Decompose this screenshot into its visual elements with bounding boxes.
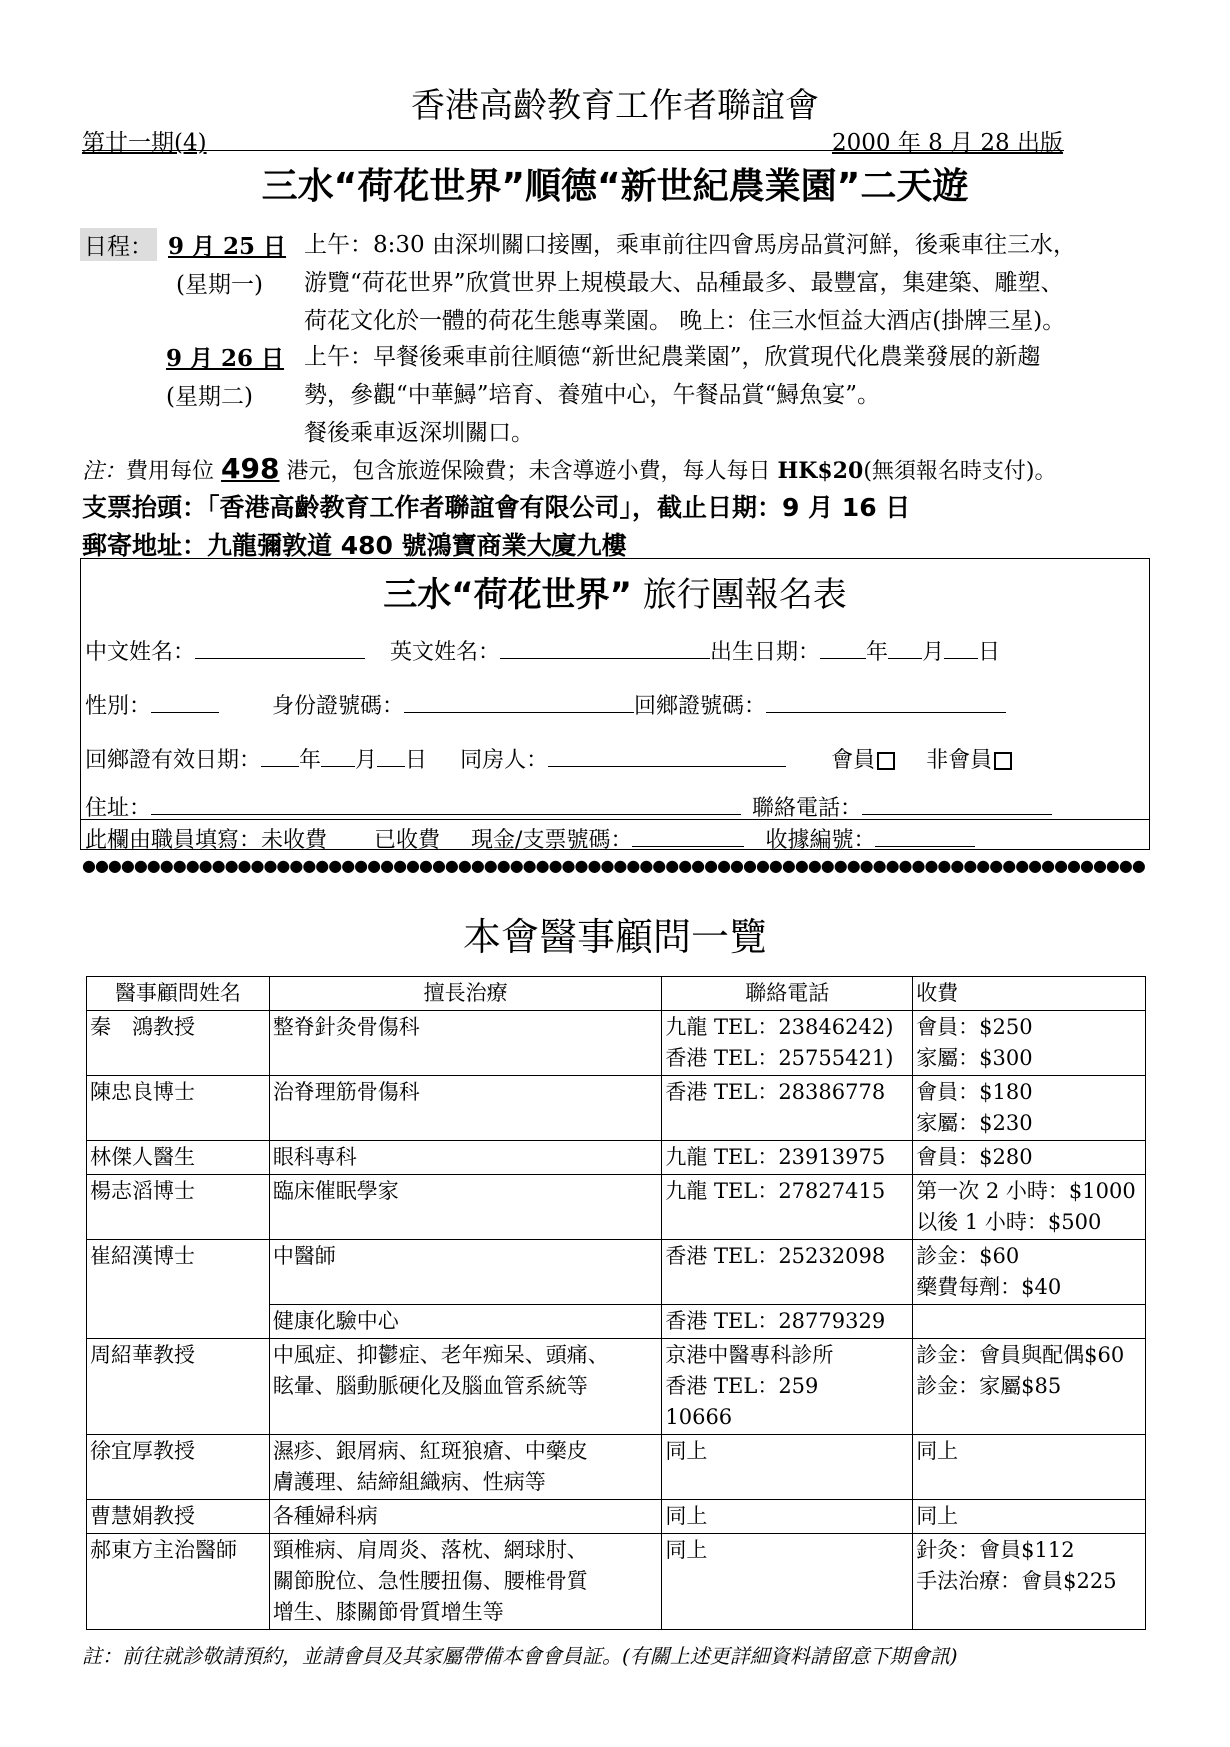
- dob-label: 出生日期：: [710, 640, 821, 665]
- advisor-fee: 會員：$250 家屬：$300: [913, 1011, 1146, 1076]
- mailing-address: 郵寄地址：九龍彌敦道 480 號鴻寶商業大廈九樓: [82, 531, 627, 560]
- advisor-fee: [913, 1305, 1146, 1339]
- table-row: [87, 1534, 1146, 1630]
- advisor-fee: 針灸：會員$112 手法治療：會員$225: [913, 1534, 1146, 1630]
- advisor-phone: 京港中醫專科診所 香港 TEL：259 10666: [662, 1339, 913, 1435]
- advisor-fee: 診金：會員與配偶$60 診金：家屬$85: [913, 1339, 1146, 1435]
- form-row-expiry: [85, 743, 1012, 774]
- advisor-name: 曹慧娟教授: [87, 1500, 270, 1534]
- advisor-phone: 同上: [662, 1534, 913, 1630]
- advisor-name: 秦 鴻教授: [87, 1011, 270, 1076]
- day2-line: 勢，參觀“中華鱘”培育、養殖中心，午餐品賞“鱘魚宴”。: [304, 382, 881, 408]
- advisor-fee: 第一次 2 小時：$1000 以後 1 小時：$500: [913, 1175, 1146, 1240]
- table-row: [87, 1339, 1146, 1435]
- phone-label: 聯絡電話：: [752, 796, 863, 821]
- advisor-phone: 九龍 TEL：23846242) 香港 TEL：25755421): [662, 1011, 913, 1076]
- form-row-ids: [85, 689, 1006, 720]
- home-return-number-field[interactable]: [766, 692, 1006, 713]
- expiry-label: 回鄉證有效日期：: [85, 748, 262, 773]
- chinese-name-label: 中文姓名：: [85, 640, 196, 665]
- gender-field[interactable]: [151, 692, 219, 713]
- trip-fee: 498: [221, 452, 280, 485]
- staff-unpaid-label: 此欄由職員填寫：未收費: [85, 828, 328, 853]
- cash-cheque-label: 現金/支票號碼：: [471, 828, 633, 853]
- day-label: 日: [978, 640, 1001, 665]
- advisor-name: 崔紹漢博士: [87, 1240, 270, 1339]
- advisor-name: 陳忠良博士: [87, 1076, 270, 1141]
- dob-month-field[interactable]: [888, 638, 922, 659]
- advisor-phone: 同上: [662, 1500, 913, 1534]
- non-member-label: 非會員: [926, 748, 993, 773]
- day2-date: 9 月 26 日: [166, 345, 285, 372]
- day2-itinerary: [304, 338, 1164, 452]
- dot-divider: ●●●●●●●●●●●●●●●●●●●●●●●●●●●●●●●●●●●●●●●●●●●●●●●●●●●●●●●●●●●●●●●●●●●●●●●●●●●●●●●●●●: [82, 856, 1145, 875]
- advisor-name: 郝東方主治醫師: [87, 1534, 270, 1630]
- form-row-address: [85, 791, 1052, 822]
- header-divider: [82, 150, 1064, 151]
- advisor-name: 林傑人醫生: [87, 1141, 270, 1175]
- form-row-staff: [85, 823, 975, 854]
- non-member-checkbox[interactable]: [994, 752, 1012, 770]
- table-row: [87, 1141, 1146, 1175]
- member-label: 會員: [831, 748, 876, 773]
- advisors-table: [86, 976, 1146, 1630]
- paid-label: 已收費: [374, 828, 441, 853]
- directory-title: 本會醫事顧問一覽: [462, 915, 767, 959]
- phone-field[interactable]: [862, 794, 1052, 815]
- trip-title: 三水“荷花世界”順德“新世紀農業園”二天遊: [261, 166, 969, 207]
- advisor-specialty: 眼科專科: [269, 1141, 662, 1175]
- advisor-fee: 診金：$60 藥費每劑：$40: [913, 1240, 1146, 1305]
- form-title: [81, 567, 1149, 616]
- form-title-bold: 三水“荷花世界”: [383, 575, 632, 615]
- table-row: [87, 1240, 1146, 1305]
- day1-date: 9 月 25 日: [168, 233, 287, 260]
- expiry-month-field[interactable]: [321, 746, 355, 767]
- advisor-phone: 香港 TEL：28386778: [662, 1076, 913, 1141]
- roommate-field[interactable]: [548, 746, 786, 767]
- advisor-specialty: 治脊理筋骨傷科: [269, 1076, 662, 1141]
- day2-line: 餐後乘車返深圳關口。: [304, 420, 534, 446]
- header-specialty: 擅長治療: [269, 977, 662, 1011]
- cash-cheque-field[interactable]: [632, 826, 744, 847]
- header-fee: 收費: [913, 977, 1146, 1011]
- advisor-specialty: 整脊針灸骨傷科: [269, 1011, 662, 1076]
- member-checkbox[interactable]: [877, 752, 895, 770]
- roommate-label: 同房人：: [460, 748, 549, 773]
- expiry-day-field[interactable]: [377, 746, 405, 767]
- table-header-row: [87, 977, 1146, 1011]
- advisor-fee: 會員：$280: [913, 1141, 1146, 1175]
- receipt-field[interactable]: [875, 826, 975, 847]
- month-label: 月: [355, 748, 378, 773]
- address-field[interactable]: [151, 794, 741, 815]
- advisor-phone: 同上: [662, 1435, 913, 1500]
- note-text: 港元，包含旅遊保險費；未含導遊小費，每人每日: [279, 459, 778, 484]
- staff-divider: [81, 819, 1149, 820]
- form-title-text: 旅行團報名表: [631, 575, 847, 615]
- dob-day-field[interactable]: [944, 638, 978, 659]
- advisor-specialty: 健康化驗中心: [269, 1305, 662, 1339]
- advisor-name: 徐宜厚教授: [87, 1435, 270, 1500]
- month-label: 月: [922, 640, 945, 665]
- advisor-fee: 同上: [913, 1500, 1146, 1534]
- table-row: [87, 1435, 1146, 1500]
- expiry-year-field[interactable]: [261, 746, 299, 767]
- header-name: 醫事顧問姓名: [87, 977, 270, 1011]
- table-row: [87, 1011, 1146, 1076]
- advisor-specialty: 濕疹、銀屑病、紅斑狼瘡、中藥皮 膚護理、結締組織病、性病等: [269, 1435, 662, 1500]
- day1-line: 上午：8:30 由深圳關口接團，乘車前往四會馬房品賞河鮮，後乘車往三水，: [304, 232, 1076, 258]
- day1-weekday: (星期一): [176, 272, 263, 298]
- advisors-table-body: [87, 1011, 1146, 1630]
- dob-year-field[interactable]: [820, 638, 866, 659]
- cheque-info: 支票抬頭：「香港高齡教育工作者聯誼會有限公司」，截止日期：9 月 16 日: [82, 493, 911, 522]
- advisor-fee: 會員：$180 家屬：$230: [913, 1076, 1146, 1141]
- advisor-specialty: 中醫師: [269, 1240, 662, 1305]
- day2-line: 上午：早餐後乘車前往順德“新世紀農業園”，欣賞現代化農業發展的新趨: [304, 344, 1041, 370]
- advisor-specialty: 各種婦科病: [269, 1500, 662, 1534]
- address-label: 住址：: [85, 796, 152, 821]
- registration-form: [80, 558, 1150, 853]
- id-number-label: 身份證號碼：: [272, 694, 405, 719]
- day1-itinerary: [304, 226, 1164, 340]
- tip-amount: HK$20: [777, 458, 864, 484]
- home-return-number-label: 回鄉證號碼：: [634, 694, 767, 719]
- schedule-label: 日程：: [80, 228, 157, 261]
- advisor-specialty: 臨床催眠學家: [269, 1175, 662, 1240]
- table-row: [87, 1175, 1146, 1240]
- form-row-names: [85, 635, 1000, 666]
- note-text: 費用每位: [126, 459, 222, 484]
- publication-date: 2000 年 8 月 28 出版: [832, 130, 1063, 156]
- advisor-phone: 香港 TEL：25232098: [662, 1240, 913, 1305]
- id-number-field[interactable]: [404, 692, 634, 713]
- day-label: 日: [405, 748, 428, 773]
- note-prefix: 注：: [82, 459, 127, 484]
- day2-weekday: (星期二): [166, 384, 253, 410]
- table-row: [87, 1076, 1146, 1141]
- fee-note: [82, 452, 1056, 485]
- footnote: 註：前往就診敬請預約，並請會員及其家屬帶備本會會員証。(有關上述更詳細資料請留意下期會訊): [82, 1644, 958, 1668]
- issue-number: 第廿一期(4): [82, 130, 207, 156]
- year-label: 年: [866, 640, 889, 665]
- header-phone: 聯絡電話: [662, 977, 913, 1011]
- day1-line: 游覽“荷花世界”欣賞世界上規模最大、品種最多、最豐富，集建築、雕塑、: [304, 270, 1064, 296]
- gender-label: 性別：: [85, 694, 152, 719]
- receipt-label: 收據編號：: [765, 828, 876, 853]
- english-name-label: 英文姓名：: [390, 640, 501, 665]
- day1-line: 荷花文化於一體的荷花生態專業園。 晚上：住三水恒益大酒店(掛牌三星)。: [304, 308, 1066, 334]
- table-row: [87, 1500, 1146, 1534]
- advisor-specialty: 頸椎病、肩周炎、落枕、網球肘、 關節脫位、急性腰扭傷、腰椎骨質 增生、膝關節骨質增生等: [269, 1534, 662, 1630]
- advisor-phone: 九龍 TEL：27827415: [662, 1175, 913, 1240]
- organization-name: 香港高齡教育工作者聯誼會: [411, 86, 819, 126]
- advisor-name: 楊志滔博士: [87, 1175, 270, 1240]
- advisor-fee: 同上: [913, 1435, 1146, 1500]
- advisor-phone: 香港 TEL：28779329: [662, 1305, 913, 1339]
- english-name-field[interactable]: [500, 638, 710, 659]
- year-label: 年: [299, 748, 322, 773]
- note-text: (無須報名時支付)。: [863, 459, 1057, 484]
- advisor-name: 周紹華教授: [87, 1339, 270, 1435]
- advisor-phone: 九龍 TEL：23913975: [662, 1141, 913, 1175]
- advisor-specialty: 中風症、抑鬱症、老年痴呆、頭痛、 眩暈、腦動脈硬化及腦血管系統等: [269, 1339, 662, 1435]
- chinese-name-field[interactable]: [195, 638, 365, 659]
